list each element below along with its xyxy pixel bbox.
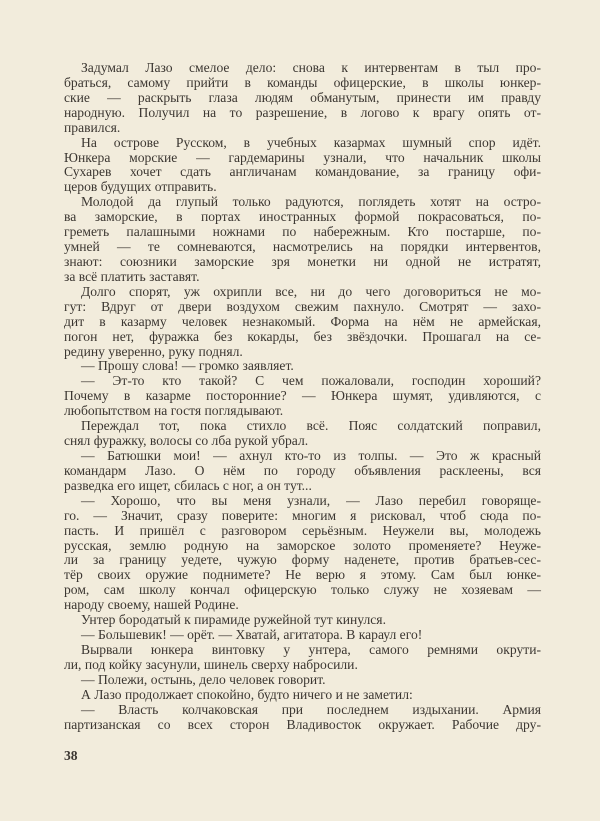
page-number: 38 <box>64 748 78 763</box>
text-line: знают: союзники заморские зря монетки ни одной не истратят, <box>64 253 541 269</box>
text-line: за всё платить заставят. <box>64 268 200 284</box>
paragraph <box>64 195 541 285</box>
text-line: А Лазо продолжает спокойно, будто ничего и не заметил: <box>81 686 413 702</box>
text-line: Юнкера морские — гардемарины узнали, что начальник школы <box>64 149 541 165</box>
text-line: Унтер бородатый к пирамиде ружейной тут кинулся. <box>81 612 386 628</box>
text-line: На острове Русском, в учебных казармах шумный спор идёт. <box>81 134 541 150</box>
text-line: любопытством на гостя поглядывают. <box>64 403 284 419</box>
paragraph <box>64 643 541 673</box>
text-line: го. — Значит, сразу поверите: многим я рисковал, чтоб сюда по- <box>64 507 541 523</box>
paragraph <box>64 359 541 374</box>
text-line: народную. Получил на то разрешение, в логово к врагу опять от- <box>64 104 541 120</box>
paragraph <box>64 673 541 688</box>
text-line: разведка его ищет, сбилась с ног, а он тут... <box>64 477 312 493</box>
text-line: ли за границу уедете, чужую форму наденете, против братьев-сес- <box>64 552 541 568</box>
text-line: гут: Вдруг от двери воздухом свежим пахнуло. Смотрят — захо- <box>64 298 541 314</box>
text-line: — Прошу слова! — громко заявляет. <box>81 358 294 374</box>
text-line: браться, самому прийти в команды офицерские, в школы юнкер- <box>64 74 541 90</box>
paragraph <box>64 628 541 643</box>
text-line: пасть. И пришёл с разговором серьёзным. Неужели вы, молодежь <box>64 522 541 538</box>
text-line: Задумал Лазо смелое дело: снова к интервентам в тыл про- <box>81 60 541 75</box>
paragraph <box>64 419 541 449</box>
text-line: командарм Лазо. О нём по городу объявления расклеены, вся <box>64 462 541 478</box>
text-line: — Батюшки мои! — ахнул кто-то из толпы. — Это ж красный <box>81 447 541 463</box>
text-line: правился. <box>64 119 121 135</box>
text-line: снял фуражку, волосы со лба рукой убрал. <box>64 433 309 449</box>
text-line: — Полежи, остынь, дело человек говорит. <box>81 671 326 687</box>
text-line: редину уверенно, руку поднял. <box>64 343 243 359</box>
paragraph <box>64 449 541 494</box>
paragraph <box>64 494 541 613</box>
text-line: тёр своих оружие поднимете? Не верю я этому. Сам был юнке- <box>64 567 541 583</box>
book-page-text <box>64 61 541 732</box>
text-line: народу своему, нашей Родине. <box>64 597 239 613</box>
text-line: Вырвали юнкера винтовку у унтера, самого ремнями окрути- <box>81 641 541 657</box>
text-line: ва заморские, в портах иностранных формой покрасоваться, по- <box>64 209 541 225</box>
paragraph <box>64 613 541 628</box>
paragraph <box>64 285 541 360</box>
paragraph <box>64 374 541 419</box>
paragraph <box>64 703 541 733</box>
text-line: умней — те сомневаются, насмотрелись на порядки интервентов, <box>64 239 541 255</box>
text-line: церов будущих отправить. <box>64 179 217 195</box>
text-line: погон нет, фуражка без кокарды, без звёздочки. Прошагал на се- <box>64 328 541 344</box>
text-line: дит в казарму человек незнакомый. Форма на нём не армейская, <box>64 313 541 329</box>
text-line: — Хорошо, что вы меня узнали, — Лазо перебил говоряще- <box>81 492 541 508</box>
text-line: Молодой да глупый только радуются, поглядеть хотят на остро- <box>81 194 541 210</box>
paragraph <box>64 61 541 136</box>
text-line: — Большевик! — орёт. — Хватай, агитатора. В караул его! <box>81 627 423 643</box>
text-line: — Власть колчаковская при последнем издыхании. Армия <box>81 701 541 717</box>
text-line: ром, сам школу кончал офицерскую только служу не хозяевам — <box>64 582 541 598</box>
text-line: партизанская со всех сторон Владивосток окружает. Рабочие дру- <box>64 716 541 732</box>
text-line: ли, под койку засунули, шинель сверху набросили. <box>64 656 358 672</box>
text-line: греметь палашными ножнами по набережным. Кто постарше, по- <box>64 224 541 240</box>
text-line: русская, землю родную на заморское золото променяете? Неуже- <box>64 537 541 553</box>
text-line: Долго спорят, уж охрипли все, ни до чего договориться не мо- <box>81 283 541 299</box>
text-line: ские — раскрыть глаза людям обманутым, принести им правду <box>64 89 541 105</box>
paragraph <box>64 688 541 703</box>
text-line: — Эт-то кто такой? С чем пожаловали, господин хороший? <box>81 373 541 389</box>
text-line: Переждал тот, пока стихло всё. Пояс солдатский поправил, <box>81 418 541 434</box>
paragraph <box>64 136 541 196</box>
text-line: Почему в казарме посторонние? — Юнкера шумят, удивляются, с <box>64 388 541 404</box>
text-line: Сухарев хочет сдать англичанам командование, за границу офи- <box>64 164 541 180</box>
